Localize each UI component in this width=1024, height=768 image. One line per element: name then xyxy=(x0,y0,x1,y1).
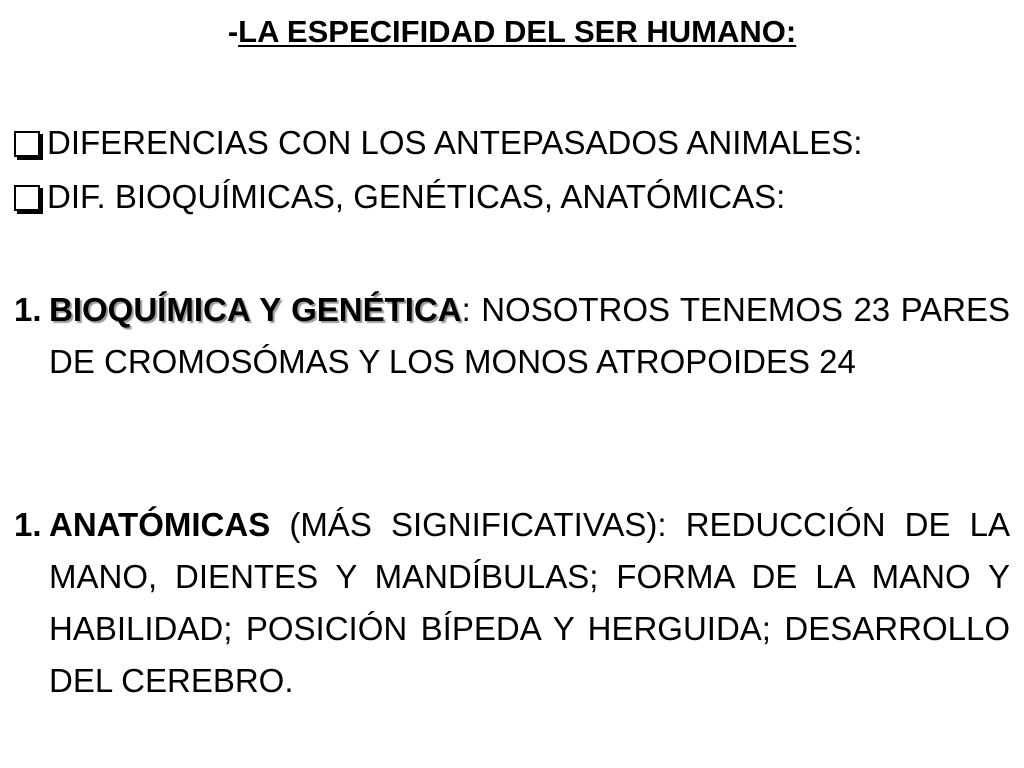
checkbox-icon xyxy=(14,131,40,157)
bullet-item xyxy=(14,173,785,221)
checkbox-icon xyxy=(14,185,40,211)
bullet-text: DIFERENCIAS CON LOS ANTEPASADOS ANIMALES: xyxy=(47,124,863,161)
item-body xyxy=(49,499,1010,707)
item-number: 1. xyxy=(14,506,42,543)
title-text: LA ESPECIFIDAD DEL SER HUMANO: xyxy=(238,14,797,49)
item-number: 1. xyxy=(14,291,42,328)
bullet-text: DIF. BIOQUÍMICAS, GENÉTICAS, ANATÓMICAS: xyxy=(47,178,786,215)
slide-title xyxy=(0,10,1024,54)
bullet-item xyxy=(14,119,862,167)
item-keyword: ANATÓMICAS xyxy=(49,506,271,543)
item-body xyxy=(49,284,1010,388)
numbered-item xyxy=(14,499,1010,707)
item-text: : NOSOTROS TENEMOS 23 PARES DE CROMOSÓMAS Y LOS MONOS ATROPOIDES 24 xyxy=(49,291,1011,380)
item-text: (MÁS SIGNIFICATIVAS): REDUCCIÓN DE LA MANO, DIENTES Y MANDÍBULAS; FORMA DE LA MANO Y HABILIDAD; POSICIÓN BÍPEDA Y HERGUIDA; DESARROLLO DEL CEREBRO. xyxy=(49,506,1010,699)
item-keyword: BIOQUÍMICA Y GENÉTICA xyxy=(49,291,462,328)
numbered-item xyxy=(14,284,1010,388)
title-prefix: - xyxy=(227,14,239,49)
